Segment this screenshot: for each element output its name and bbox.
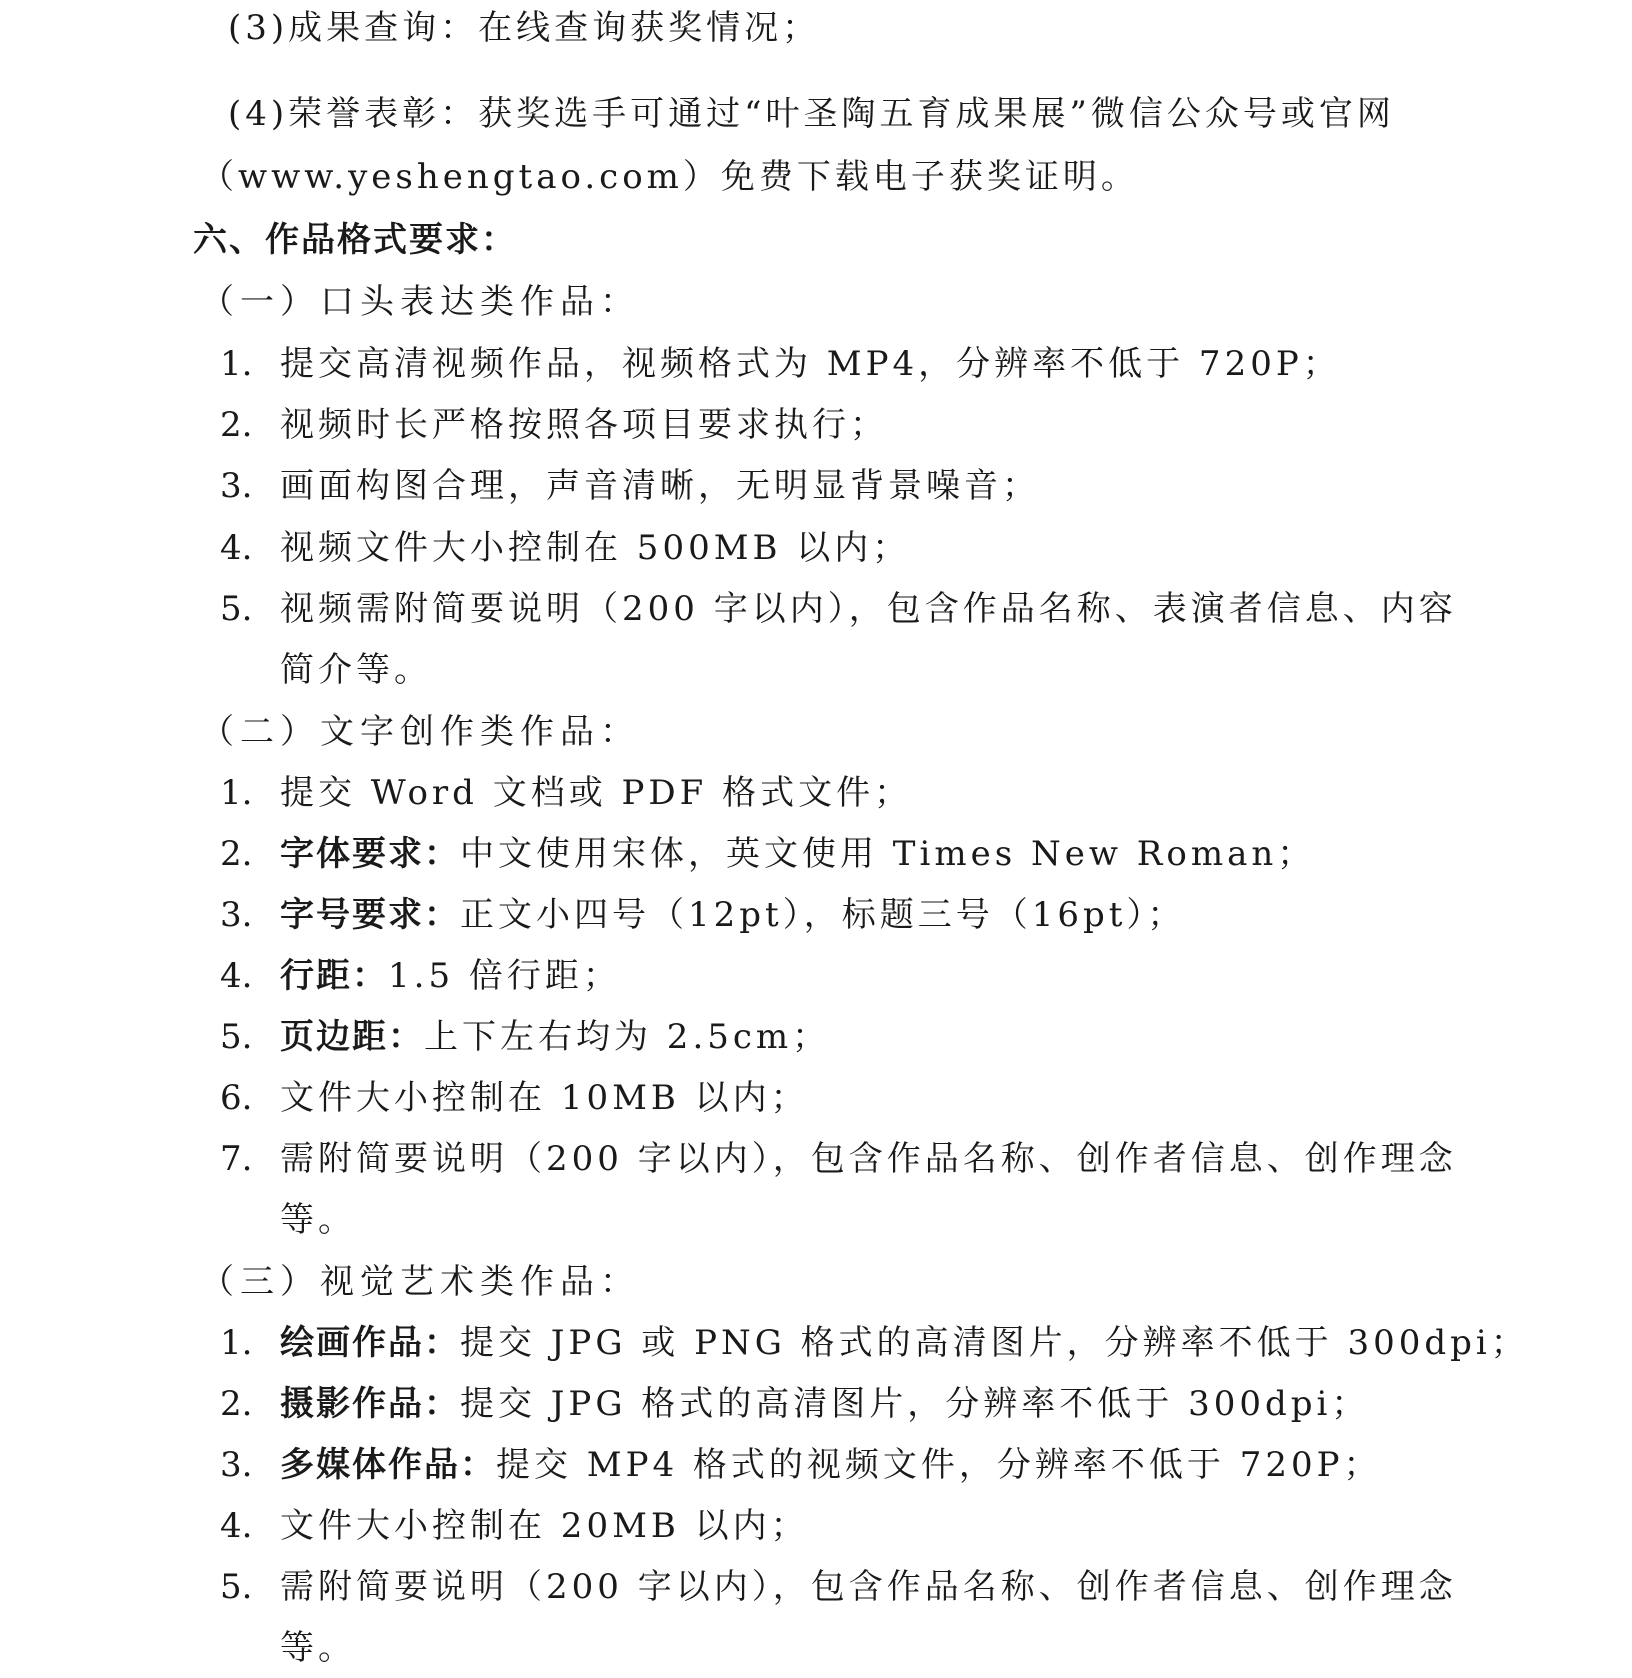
award-note-4-continued [200,155,1139,199]
item-bold-label: 行距： [280,956,388,996]
item-number: 6. [220,1078,253,1118]
oral-item-4 [220,526,910,570]
item-text: 中文使用宋体，英文使用 Times New Roman； [460,834,1316,874]
award-note-label: (4)荣誉表彰： [228,94,479,134]
item-number: 2. [220,834,253,874]
award-note-text: 在线查询获奖情况； [478,8,821,48]
award-note-4 [228,92,1395,136]
award-note-text-continued: （www.yeshengtao.com）免费下载电子获奖证明。 [200,157,1139,197]
writing-item-2 [220,832,1315,876]
item-text: 提交 Word 文档或 PDF 格式文件； [280,773,913,813]
item-text: 提交 MP4 格式的视频文件，分辨率不低于 720P； [496,1445,1382,1485]
item-bold-label: 字体要求： [280,834,460,874]
award-note-text: 获奖选手可通过“叶圣陶五育成果展”微信公众号或官网 [478,94,1395,134]
item-bold-label: 多媒体作品： [280,1445,496,1485]
visual-subsection-title: （三）视觉艺术类作品： [200,1262,640,1302]
item-number: 4. [220,956,253,996]
item-text: 1.5 倍行距； [388,956,621,996]
visual-item-2 [220,1382,1369,1426]
item-number: 1. [220,344,253,384]
item-text: 画面构图合理，声音清晰，无明显背景噪音； [280,466,1040,506]
visual-item-5-continued: 等。 [280,1628,356,1668]
item-text: 需附简要说明（200 字以内），包含作品名称、创作者信息、创作理念 [280,1567,1457,1607]
item-text: 上下左右均为 2.5cm； [424,1017,831,1057]
writing-item-5 [220,1015,830,1059]
item-text: 提交高清视频作品，视频格式为 MP4，分辨率不低于 720P； [280,344,1341,384]
item-text: 文件大小控制在 20MB 以内； [280,1506,809,1546]
award-note-3 [228,6,820,50]
item-number: 3. [220,895,253,935]
oral-item-1 [220,342,1341,386]
writing-item-1 [220,771,912,815]
oral-item-5-continued: 简介等。 [280,650,432,690]
section-title: 六、作品格式要求： [193,220,517,260]
item-bold-label: 页边距： [280,1017,424,1057]
item-text: 文件大小控制在 10MB 以内； [280,1078,809,1118]
visual-item-4 [220,1504,809,1548]
item-number: 3. [220,466,253,506]
item-text: 提交 JPG 或 PNG 格式的高清图片，分辨率不低于 300dpi； [460,1323,1529,1363]
oral-subsection-title: （一）口头表达类作品： [200,282,640,322]
item-number: 7. [220,1139,253,1179]
item-number: 4. [220,528,253,568]
item-number: 5. [220,1017,253,1057]
item-number: 3. [220,1445,253,1485]
item-number: 1. [220,1323,253,1363]
item-number: 5. [220,1567,253,1607]
item-number: 2. [220,1384,253,1424]
item-number: 1. [220,773,253,813]
item-bold-label: 字号要求： [280,895,460,935]
oral-item-2 [220,403,888,447]
writing-item-7 [220,1137,1457,1181]
item-text: 正文小四号（12pt），标题三号（16pt）； [460,895,1186,935]
writing-item-3 [220,893,1185,937]
item-text: 视频文件大小控制在 500MB 以内； [280,528,911,568]
award-note-label: (3)成果查询： [228,8,479,48]
writing-item-4 [220,954,621,998]
writing-item-7-continued: 等。 [280,1200,356,1240]
item-number: 5. [220,589,253,629]
item-text: 视频需附简要说明（200 字以内），包含作品名称、表演者信息、内容 [280,589,1457,629]
writing-subsection-title: （二）文字创作类作品： [200,712,640,752]
writing-item-6 [220,1076,809,1120]
item-number: 2. [220,405,253,445]
visual-item-1 [220,1321,1529,1365]
item-bold-label: 摄影作品： [280,1384,460,1424]
visual-item-3 [220,1443,1382,1487]
item-text: 提交 JPG 格式的高清图片，分辨率不低于 300dpi； [460,1384,1370,1424]
oral-item-5 [220,587,1457,631]
item-number: 4. [220,1506,253,1546]
item-text: 需附简要说明（200 字以内），包含作品名称、创作者信息、创作理念 [280,1139,1457,1179]
item-text: 视频时长严格按照各项目要求执行； [280,405,888,445]
visual-item-5 [220,1565,1457,1609]
oral-item-3 [220,464,1040,508]
item-bold-label: 绘画作品： [280,1323,460,1363]
